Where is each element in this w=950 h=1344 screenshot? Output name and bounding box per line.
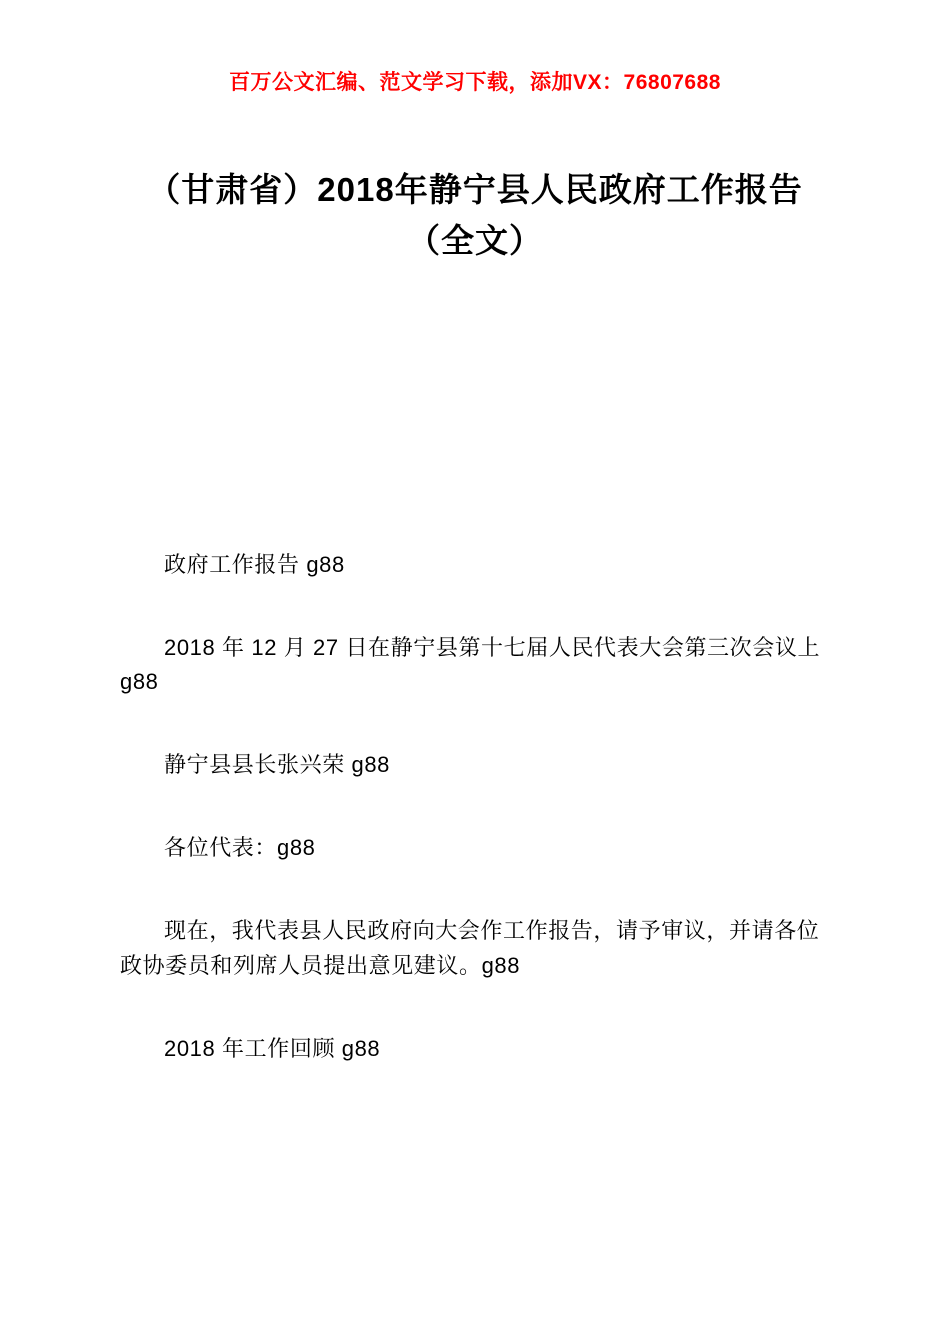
paragraph: 静宁县县长张兴荣 g88 [164,752,391,778]
document-body [120,548,832,1066]
paragraph: 各位代表：g88 [164,835,316,861]
paragraph: 2018 年 12 月 27 日在静宁县第十七届人民代表大会第三次会议上 g88 [120,635,821,695]
page-title: （甘肃省）2018年静宁县人民政府工作报告（全文） [147,171,803,260]
paragraph: 现在，我代表县人民政府向大会作工作报告，请予审议，并请各位政协委员和列席人员提出意见建议。g88 [120,918,820,978]
paragraph: 2018 年工作回顾 g88 [164,1035,381,1061]
promo-banner: 百万公文汇编、范文学习下载，添加VX：76807688 [229,71,721,94]
paragraph: 政府工作报告 g88 [164,552,345,577]
